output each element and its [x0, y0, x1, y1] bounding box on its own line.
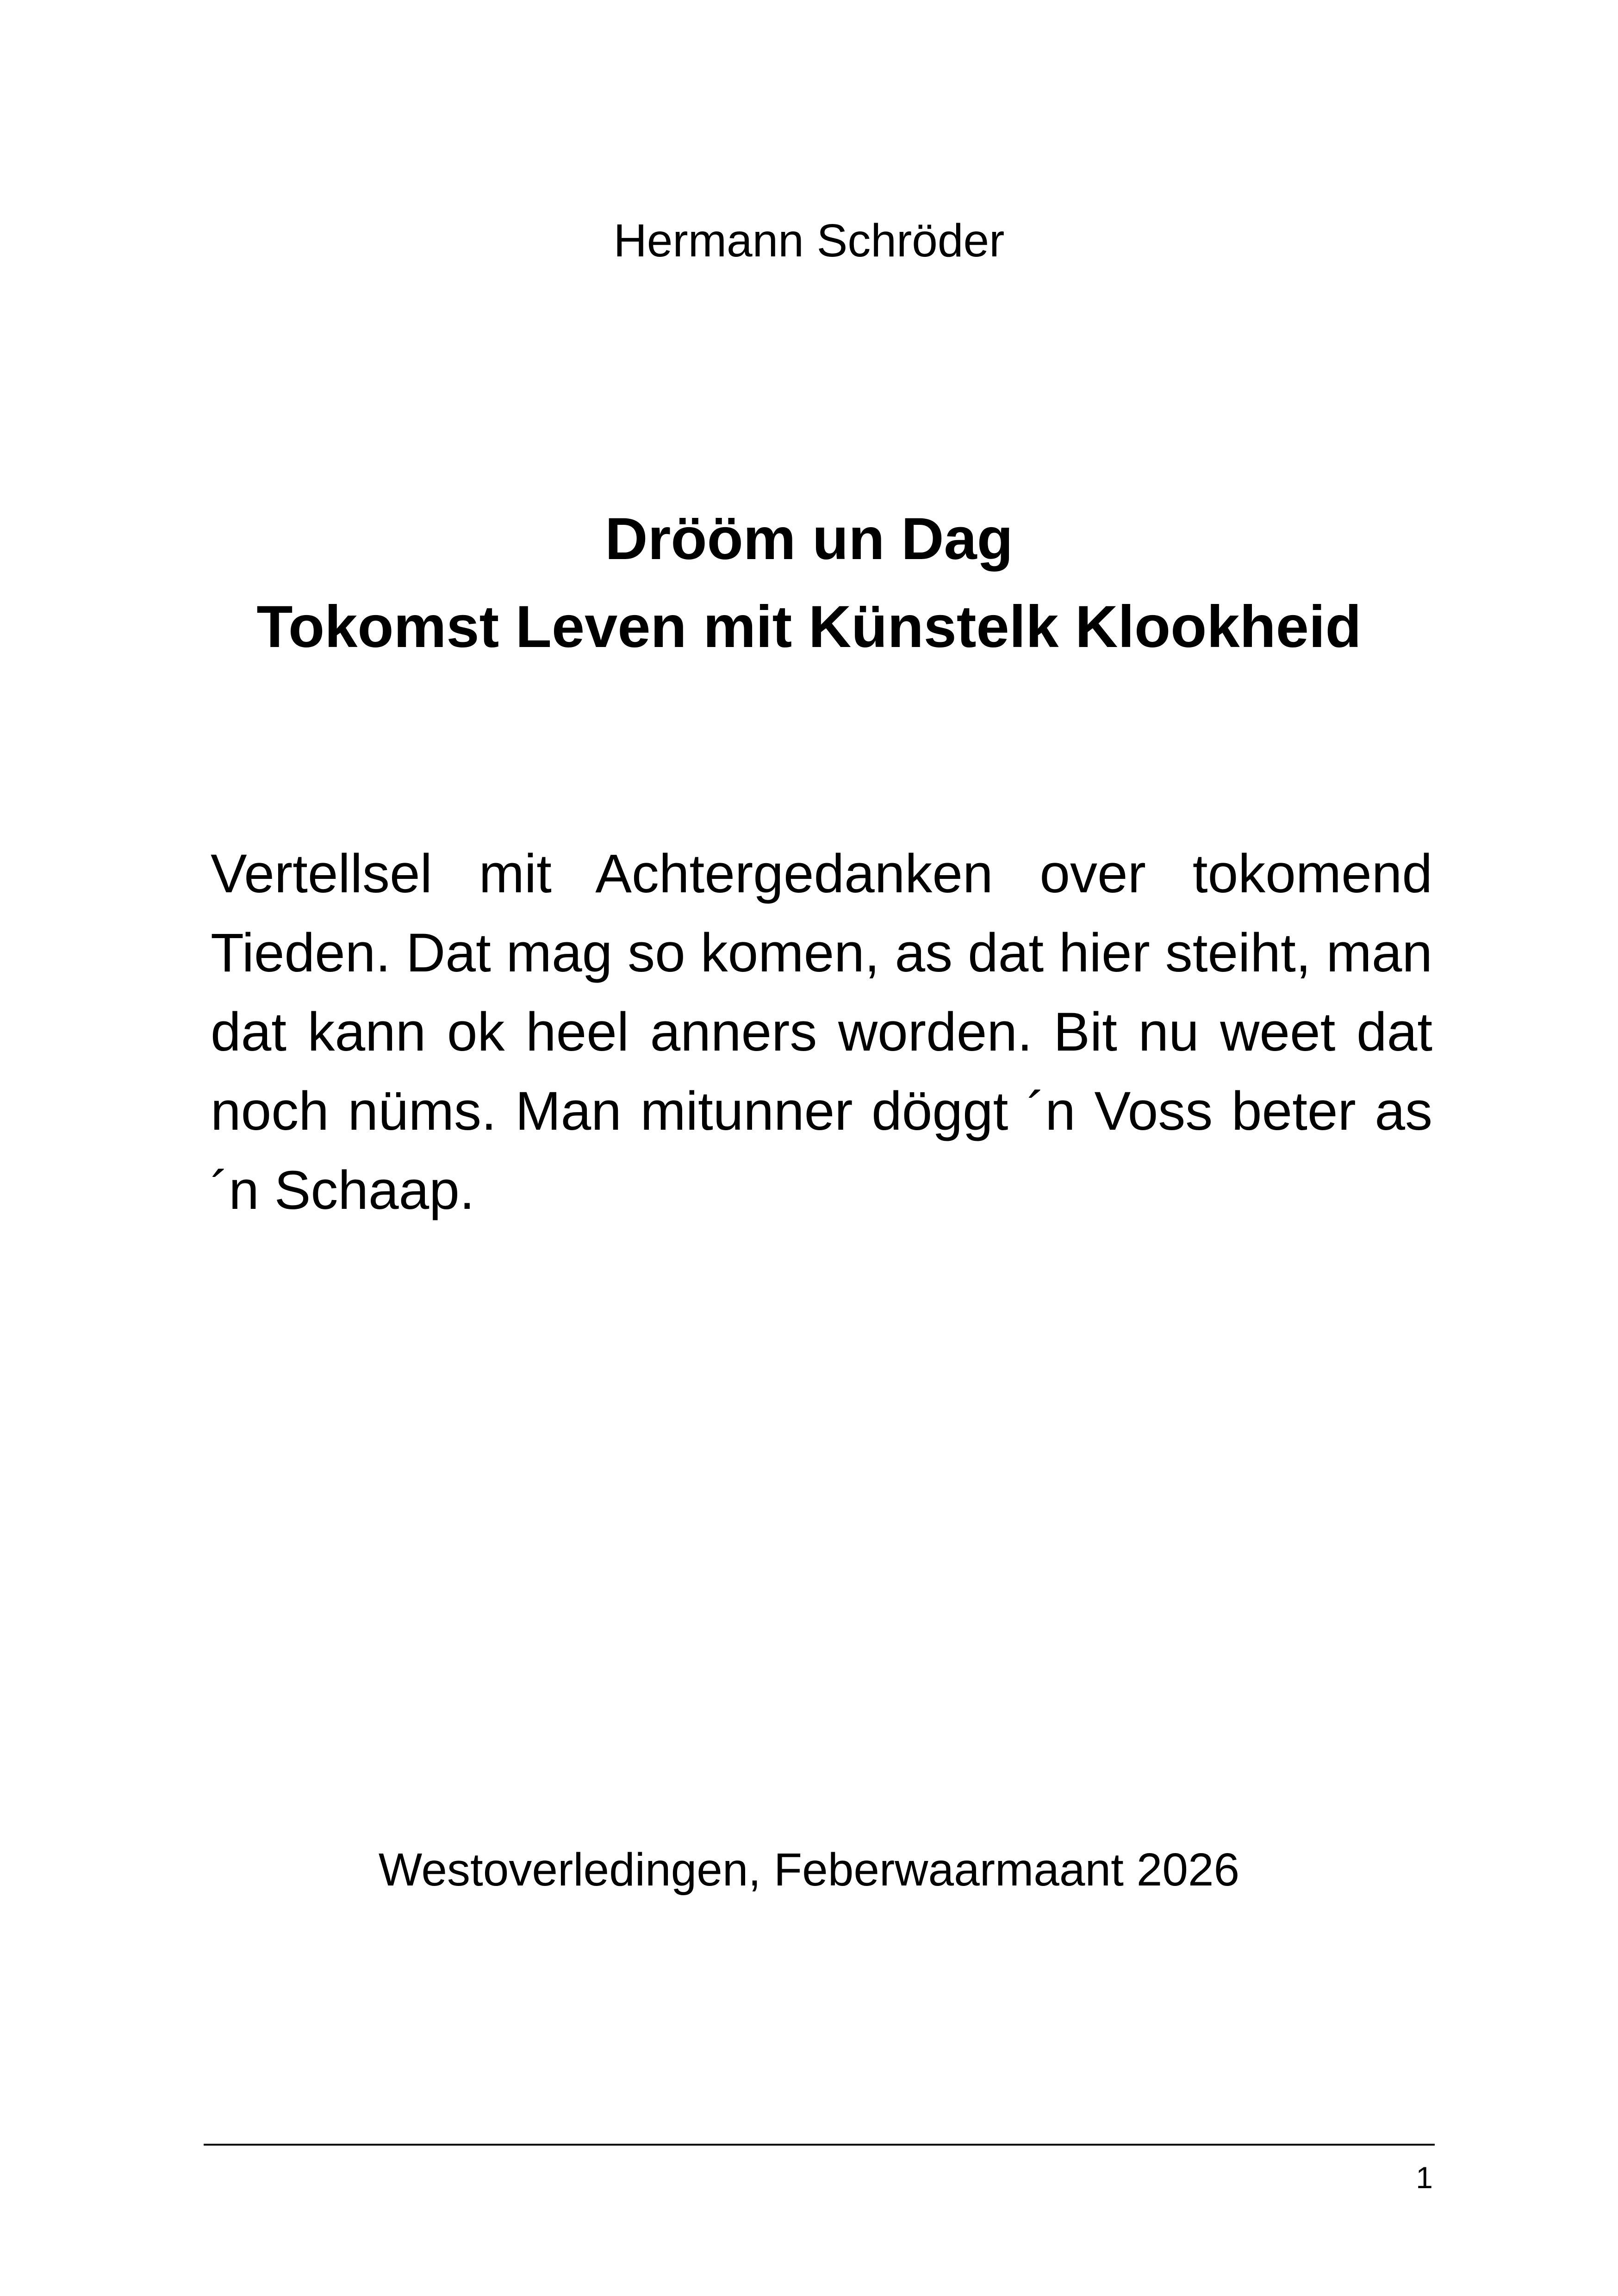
title-line-2: Tokomst Leven mit Künstelk Klookheid	[256, 594, 1362, 660]
footer-divider	[204, 2144, 1435, 2146]
document-title	[0, 495, 1618, 671]
page-number: 1	[1416, 2160, 1433, 2195]
intro-paragraph: Vertellsel mit Achtergedanken over tokomend Tieden. Dat mag so komen, as dat hier steiht, man dat kann ok heel anners worden. Bit nu weet dat noch nüms. Man mitunner döggt ´n Voss beter as ´n Schaap.	[211, 843, 1432, 1221]
place-and-date: Westoverledingen, Feberwaarmaant 2026	[378, 1844, 1240, 1896]
title-line-1: Drööm un Dag	[605, 506, 1013, 572]
author-name: Hermann Schröder	[613, 215, 1005, 267]
